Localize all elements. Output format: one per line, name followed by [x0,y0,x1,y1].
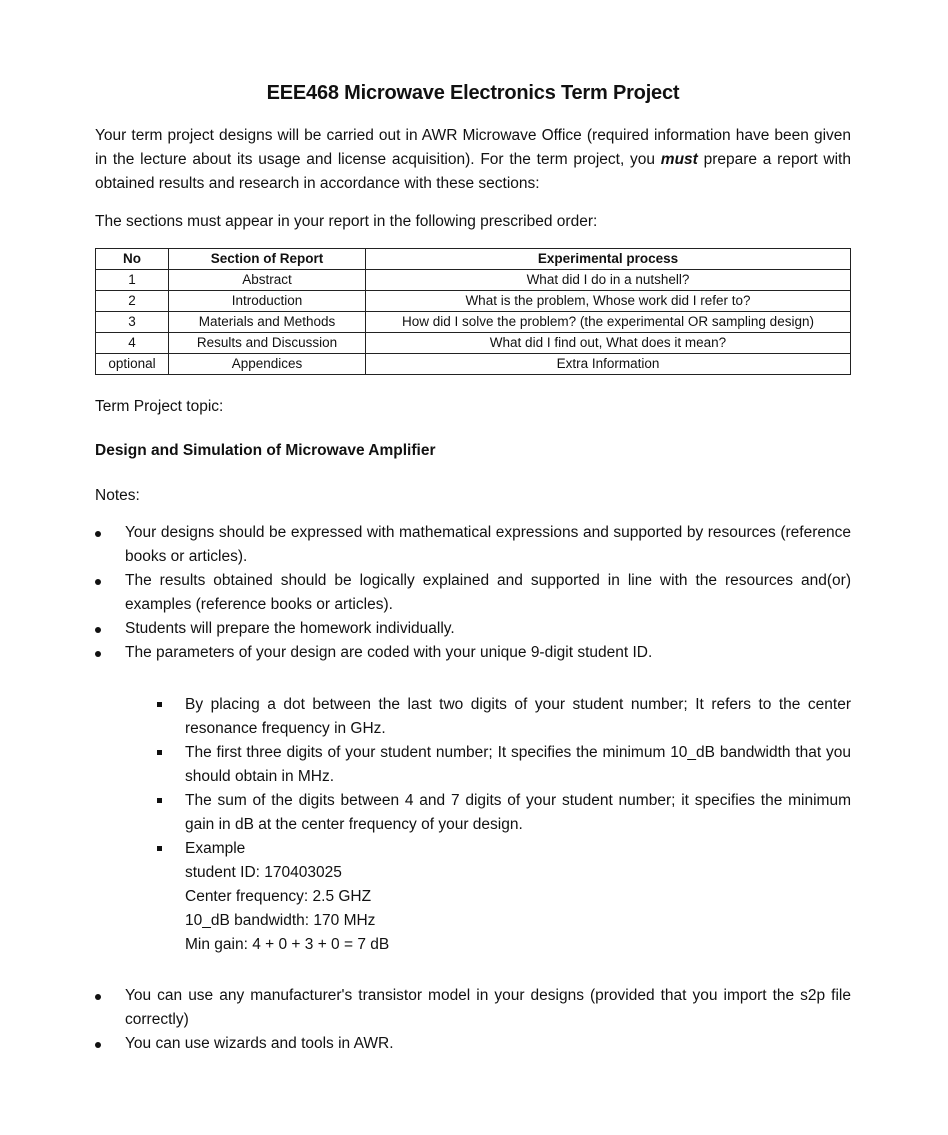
cell-section: Results and Discussion [169,333,366,354]
topic-label: Term Project topic: [95,398,224,415]
bullet-icon [95,651,101,657]
list-item-text: You can use any manufacturer's transistor model in your designs (provided that you import the s2p file correctly) [125,987,851,1028]
list-item-text: Your designs should be expressed with mathematical expressions and supported by resources (reference books or articles). [125,524,851,565]
list-item [95,521,851,569]
cell-process: How did I solve the problem? (the experimental OR sampling design) [366,312,851,333]
cell-no: 3 [96,312,169,333]
topic-title: Design and Simulation of Microwave Amplifier [95,442,436,459]
bullet-icon [95,579,101,585]
list-item [95,617,851,641]
cell-section: Appendices [169,354,366,375]
cell-section: Abstract [169,270,366,291]
example-center-frequency: Center frequency: 2.5 GHZ [185,888,372,905]
bullet-icon [95,994,101,1000]
list-item [155,693,851,741]
table-row [96,270,851,291]
parameter-list [155,693,851,957]
list-item [155,789,851,837]
list-item-text: The parameters of your design are coded with your unique 9-digit student ID. [125,644,653,661]
table-header-row [96,249,851,270]
cell-process: What did I do in a nutshell? [366,270,851,291]
cell-section: Materials and Methods [169,312,366,333]
cell-no: 1 [96,270,169,291]
order-sentence: The sections must appear in your report in the following prescribed order: [95,213,598,230]
square-bullet-icon [157,702,162,707]
list-item [95,569,851,617]
list-item [155,741,851,789]
column-header-no: No [96,249,169,270]
list-item-text: The results obtained should be logically explained and supported in line with the resources and(or) examples (reference books or articles). [125,572,851,613]
cell-process: What did I find out, What does it mean? [366,333,851,354]
list-item-text: The first three digits of your student number; It specifies the minimum 10_dB bandwidth that you should obtain in MHz. [185,744,851,785]
notes-list [95,521,851,665]
table-row [96,312,851,333]
cell-process: What is the problem, Whose work did I refer to? [366,291,851,312]
list-item-text: You can use wizards and tools in AWR. [125,1035,394,1052]
square-bullet-icon [157,750,162,755]
bullet-icon [95,1042,101,1048]
page-title: EEE468 Microwave Electronics Term Project [266,82,680,104]
table-row [96,354,851,375]
cell-no: optional [96,354,169,375]
intro-text: Your term project designs will be carried out in AWR Microwave Office (required information have been given in the lecture about its usage and license acquisition). For the term project, you [95,127,851,168]
list-item-text: The sum of the digits between 4 and 7 digits of your student number; it specifies the minimum gain in dB at the center frequency of your design. [185,792,851,833]
square-bullet-icon [157,846,162,851]
emphasis-must: must [660,151,698,168]
list-item-text: Students will prepare the homework individually. [125,620,455,637]
cell-no: 2 [96,291,169,312]
example-student-id: student ID: 170403025 [185,864,342,881]
intro-text-end: prepare a report with obtained results and research in accordance with these sections: [95,151,851,192]
list-item-text: By placing a dot between the last two digits of your student number; It refers to the center resonance frequency in GHz. [185,696,851,737]
bullet-icon [95,531,101,537]
list-item [95,1032,851,1056]
table-row [96,333,851,354]
final-notes-list [95,984,851,1056]
example-item [155,837,851,957]
table-row [96,291,851,312]
cell-process: Extra Information [366,354,851,375]
example-label: Example [185,840,246,857]
notes-label: Notes: [95,487,140,504]
cell-section: Introduction [169,291,366,312]
square-bullet-icon [157,798,162,803]
sections-table [95,248,851,375]
cell-no: 4 [96,333,169,354]
intro-paragraph [95,124,851,196]
list-item [95,641,851,665]
bullet-icon [95,627,101,633]
column-header-section: Section of Report [169,249,366,270]
column-header-process: Experimental process [366,249,851,270]
example-bandwidth: 10_dB bandwidth: 170 MHz [185,912,376,929]
list-item [95,984,851,1032]
example-min-gain: Min gain: 4 + 0 + 3 + 0 = 7 dB [185,936,390,953]
